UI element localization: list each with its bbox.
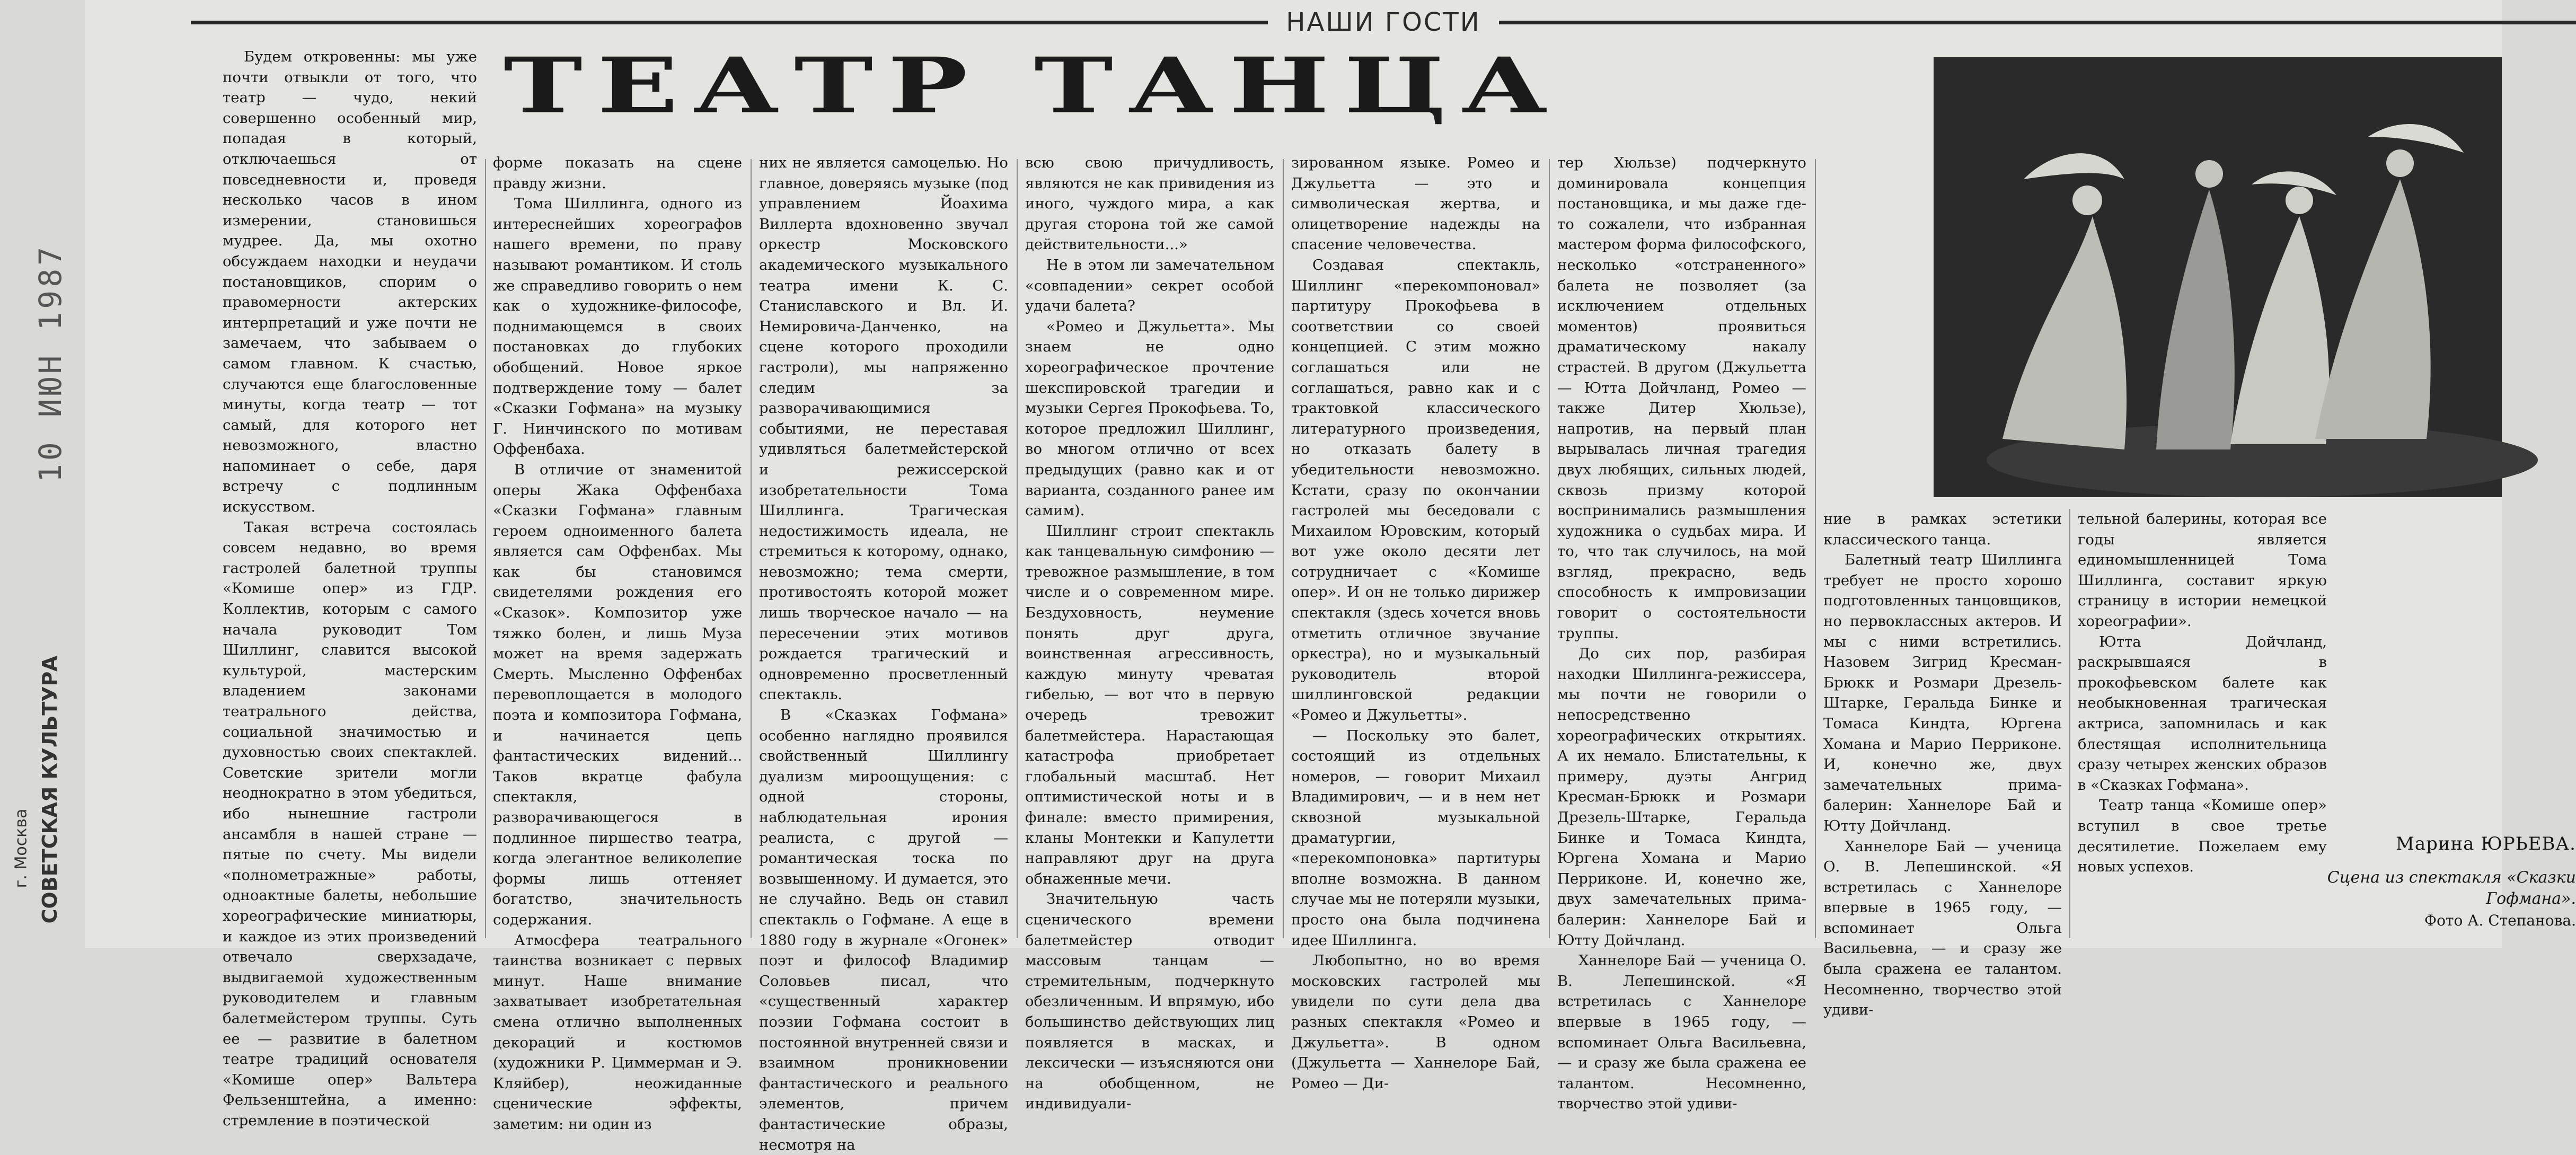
article-column-3 <box>759 153 1008 1153</box>
paragraph: Такая встреча состоялась совсем недавно, во время гастролей балетной труппы «Комише опер» из ГДР. Коллектив, которым с самого начала руководит Том Шиллинг, славится высокой культурой, мастерским владением законами театрального действа, социальной значимостью и духовностью своих спектаклей. Советские зрители могли неоднократно в этом убедиться, ибо нынешние гастроли ансамбля в нашей стране — пятые по счету. Мы видели «полнометражные» работы, одноактные балеты, небольшие хореографические миниатюры, и каждое из этих произведений отвечало сверхзадаче, выдвигаемой художественным руководителем и главным балетмейстером труппы. Суть ее — развитие в балетном театре традиций основателя «Комише опер» Вальтера Фельзенштейна, а именно: стремление в поэтической <box>223 518 477 1129</box>
photo-caption: Сцена из спектакля «Сказки Гофмана». <box>2327 868 2576 908</box>
article-column-6b <box>1823 509 2062 1019</box>
date-stamp <box>21 243 80 483</box>
paragraph: Создавая спектакль, Шиллинг «перекомпоновал» партитуру Прокофьева в соответствии со своей концепцией. С этим можно соглашаться или не соглашаться, равно как и с трактовкой классического литературного произведения, но отказать балету в убедительности невозможно. Кстати, сразу по окончании гастролей мы беседовали с Михаилом Юровским, который вот уже около десяти лет сотрудничает с «Комише опер». И он не только дирижер спектакля (здесь хочется вновь отметить отличное звучание оркестра), но и музыкальный руководитель второй шиллинговской редакции «Ромео и Джульетты». <box>1291 256 1540 724</box>
column-divider <box>1017 159 1018 938</box>
newspaper-clipping <box>85 0 2576 1153</box>
paragraph: Театр танца «Комише опер» вступил в свое третье десятилетие. Пожелаем ему новых успехов. <box>2078 797 2327 876</box>
column-divider <box>485 159 486 938</box>
paragraph: — Поскольку это балет, состоящий из отдельных номеров, — говорит Михаил Владимирович, — и в нем нет сквозной музыкальной драматургии, «перекомпоновка» партитуры вполне возможна. В данном случае мы не потеряли музыки, просто она была подчинена идее Шиллинга. <box>1291 727 1540 949</box>
column-divider <box>1815 159 1816 938</box>
article-headline: ТЕАТР ТАНЦА <box>504 41 1563 131</box>
paragraph: ние в рамках эстетики классического танца. <box>1823 510 2062 548</box>
paragraph: них не является самоцелью. Но главное, доверяясь музыке (под управлением Йоахима Виллерта вдохновенно звучал оркестр Московского академического музыкального театра имени К. С. Станиславского и Вл. И. Немировича-Данченко, на сцене которого проходили гастроли), мы напряженно следим за разворачивающимися событиями, не переставая удивляться балетмейстерской и режиссерской изобретательности Тома Шиллинга. Трагическая недостижимость идеала, не стремиться к которому, однако, невозможно; тема смерти, противостоять которой может лишь творческое начало — на пересечении этих мотивов рождается трагический и одновременно просветленный спектакль. <box>759 154 1008 703</box>
paragraph: зированном языке. Ромео и Джульетта — это и символическая жертва, и олицетворение надежды на спасение человечества. <box>1291 154 1540 253</box>
paragraph: В «Сказках Гофмана» особенно наглядно проявился свойственный Шиллингу дуализм мироощущения: с одной стороны, наблюдательная ирония реалиста, с другой — романтическая тоска по возвышенному. И думается, это не случайно. Ведь он ставил спектакль о Гофмане. А еще в 1880 году в журнале «Огонек» поэт и философ Владимир Соловьев писал, что «существенный характер поэзии Гофмана состоит в постоянной внутренней связи и взаимном проникновении фантастического и реального элементов, причем фантастические образы, несмотря на <box>759 707 1008 1153</box>
paragraph: Тома Шиллинга, одного из интереснейших хореографов нашего времени, по праву называют романтиком. И столь же справедливо говорить о нем как о художнике-философе, поднимающемся в своих постановках до глубоких обобщений. Новое яркое подтверждение тому — балет «Сказки Гофмана» на музыку Г. Нинчинского по мотивам Оффенбаха. <box>493 195 742 458</box>
paragraph: Любопытно, но во время московских гастролей мы увидели по сути дела два разных спектакля «Ромео и Джульетта». В одном (Джульетта — Ханнелоре Бай, Ромео — Ди- <box>1291 952 1540 1092</box>
paragraph: В отличие от знаменитой оперы Жака Оффенбаха «Сказки Гофмана» главным героем одноименного балета является сам Оффенбах. Мы как бы становимся свидетелями рождения его «Сказок». Композитор уже тяжко болен, и лишь Муза может на время задержать Смерть. Мысленно Оффенбах перевоплощается в молодого поэта и композитора Гофмана, и начинается цепь фантастических видений... Таков вкратце фабула спектакля, разворачивающегося в подлинное пиршество театра, когда элегантное великолепие формы лишь оттеняет богатство, значительность содержания. <box>493 461 742 928</box>
section-header <box>191 7 2576 37</box>
publication-city <box>5 779 37 917</box>
rubric-label: НАШИ ГОСТИ <box>1268 7 1498 37</box>
stage-photo <box>1934 57 2502 497</box>
paragraph: Не в этом ли замечательном «совпадении» секрет особой удачи балета? <box>1025 256 1274 315</box>
paragraph: тельной балерины, которая все годы является единомышленницей Тома Шиллинга, составит яркую страницу в истории немецкой хореографии». <box>2078 510 2327 630</box>
paragraph: До сих пор, разбирая находки Шиллинга-режиссера, мы почти не говорили о непосредственно хореографических открытиях. А их немало. Блистательны, к примеру, дуэты Ангрид Кресман-Брюкк и Розмари Дрезель-Штарке, Геральда Бинке и Томаса Киндта, Юргена Хомана и Марио Перриконе. И, конечно же, двух замечательных прима-балерин: Ханнелоре Бай и Ютту Дойчланд. <box>1557 645 1806 949</box>
paragraph: тер Хюльзе) подчеркнуто доминировала концепция постановщика, и мы даже где-то сожалели, что избранная мастером форма философского, несколько «отстраненного» балета не позволяет (за исключением отдельных моментов) проявиться драматическому накалу страстей. В другом (Джульетта — Ютта Дойчланд, Ромео — также Дитер Хюльзе), напротив, на первый план вырывалась личная трагедия двух любящих, сильных людей, сквозь призму которой воспринимались размышления художника о судьбах мира. И то, что так случилось, на мой взгляд, прекрасно, ведь способность к импровизации говорит о состоятельности труппы. <box>1557 154 1806 642</box>
column-divider <box>1549 159 1550 938</box>
paragraph: Значительную часть сценического времени балетмейстер отводит массовым танцам — стремительным, подчеркнуто обезличенным. И впрямую, ибо большинство действующих лиц появляется в масках, и лексически — изъясняются они на обобщенном, не индивидуали- <box>1025 891 1274 1113</box>
date-stamp-text: 10 ИЮН 1987 <box>32 243 69 483</box>
header-rule-left <box>191 21 1268 24</box>
article-column-5 <box>1291 153 1540 1092</box>
publication-name: СОВЕТСКАЯ КУЛЬТУРА <box>38 656 62 924</box>
article-column-6 <box>1557 153 1806 1113</box>
column-divider <box>2069 509 2070 938</box>
paragraph: Ханнелоре Бай — ученица О. В. Лепешинской. «Я встретилась с Ханнелоре впервые в 1965 году, — вспоминает Ольга Васильевна, — и сразу же была сражена ее талантом. Несомненно, творчество этой удиви- <box>1557 952 1806 1113</box>
article-column-4 <box>1025 153 1274 1113</box>
article-column-7 <box>2078 509 2327 876</box>
column-divider <box>751 159 752 938</box>
paragraph: всю свою причудливость, являются не как привидения из иного, чуждого мира, а как другая сторона той же самой действительности...» <box>1025 154 1274 253</box>
paragraph: форме показать на сцене правду жизни. <box>493 154 742 192</box>
paragraph: Балетный театр Шиллинга требует не просто хорошо подготовленных танцовщиков, но первоклассных актеров. И мы с ними встретились. Назовем Зигрид Кресман-Брюкк и Розмари Дрезель-Штарке, Геральда Бинке и Томаса Киндта, Юргена Хомана и Марио Перриконе. И, конечно же, двух замечательных прима-балерин: Ханнелоре Бай и Ютту Дойчланд. <box>1823 551 2062 834</box>
article-column-1 <box>223 47 477 1129</box>
author-signature: Марина ЮРЬЕВА. <box>2396 833 2576 854</box>
article-column-2 <box>493 153 742 1133</box>
column-divider <box>1283 159 1284 938</box>
header-rule-right <box>1499 21 2576 24</box>
paragraph: Ханнелоре Бай — ученица О. В. Лепешинской. «Я встретилась с Ханнелоре впервые в 1965 году, — вспоминает Ольга Васильевна, — и сразу же была сражена ее талантом. Несомненно, творчество этой удиви- <box>1823 837 2062 1019</box>
photo-image <box>1934 57 2502 497</box>
publication-city-text: г. Москва <box>12 808 31 888</box>
paragraph: «Ромео и Джульетта». Мы знаем не одно хореографическое прочтение шекспировской трагедии и музыки Сергея Прокофьева. То, которое предложил Шиллинг, во многом отлично от всех предыдущих (равно как и от варианта, созданного ранее им самим). <box>1025 318 1274 519</box>
paragraph: Атмосфера театрального таинства возникает с первых минут. Наше внимание захватывает изобретательная смена отлично выполненных декораций и костюмов (художники Р. Циммерман и Э. Кляйбер), неожиданные сценические эффекты, заметим: ни один из <box>493 931 742 1133</box>
paragraph: Шиллинг строит спектакль как танцевальную симфонию — тревожное размышление, в том числе и о современном мире. Бездуховность, неумение понять друг друга, воинственная агрессивность, каждую минуту чреватая гибелью, — вот что в первую очередь тревожит балетмейстера. Нарастающая катастрофа приобретает глобальный масштаб. Нет оптимистической ноты и в финале: вместо примирения, кланы Монтекки и Капулетти направляют друг на друга обнаженные мечи. <box>1025 522 1274 887</box>
photo-credit: Фото А. Степанова. <box>2424 912 2576 929</box>
paragraph: Ютта Дойчланд, раскрывшаяся в прокофьевском балете как необыкновенная трагическая актриса, запомнилась и как блестящая исполнительница сразу четырех женских образов в «Сказках Гофмана». <box>2078 633 2327 793</box>
paragraph: Будем откровенны: мы уже почти отвыкли от того, что театр — чудо, некий совершенно особенный мир, попадая в который, отключаешься от повседневности и, проведя несколько часов в ином измерении, становишься мудрее. Да, мы охотно обсуждаем находки и неудачи постановщиков, спорим о правомерности актерских интерпретаций и уже почти не замечаем, что забываем о самом главном. К счастью, случаются еще благословенные минуты, когда театр — тот самый, для которого нет невозможного, властно напоминает о себе, даря встречу с подлинным искусством. <box>223 48 477 516</box>
